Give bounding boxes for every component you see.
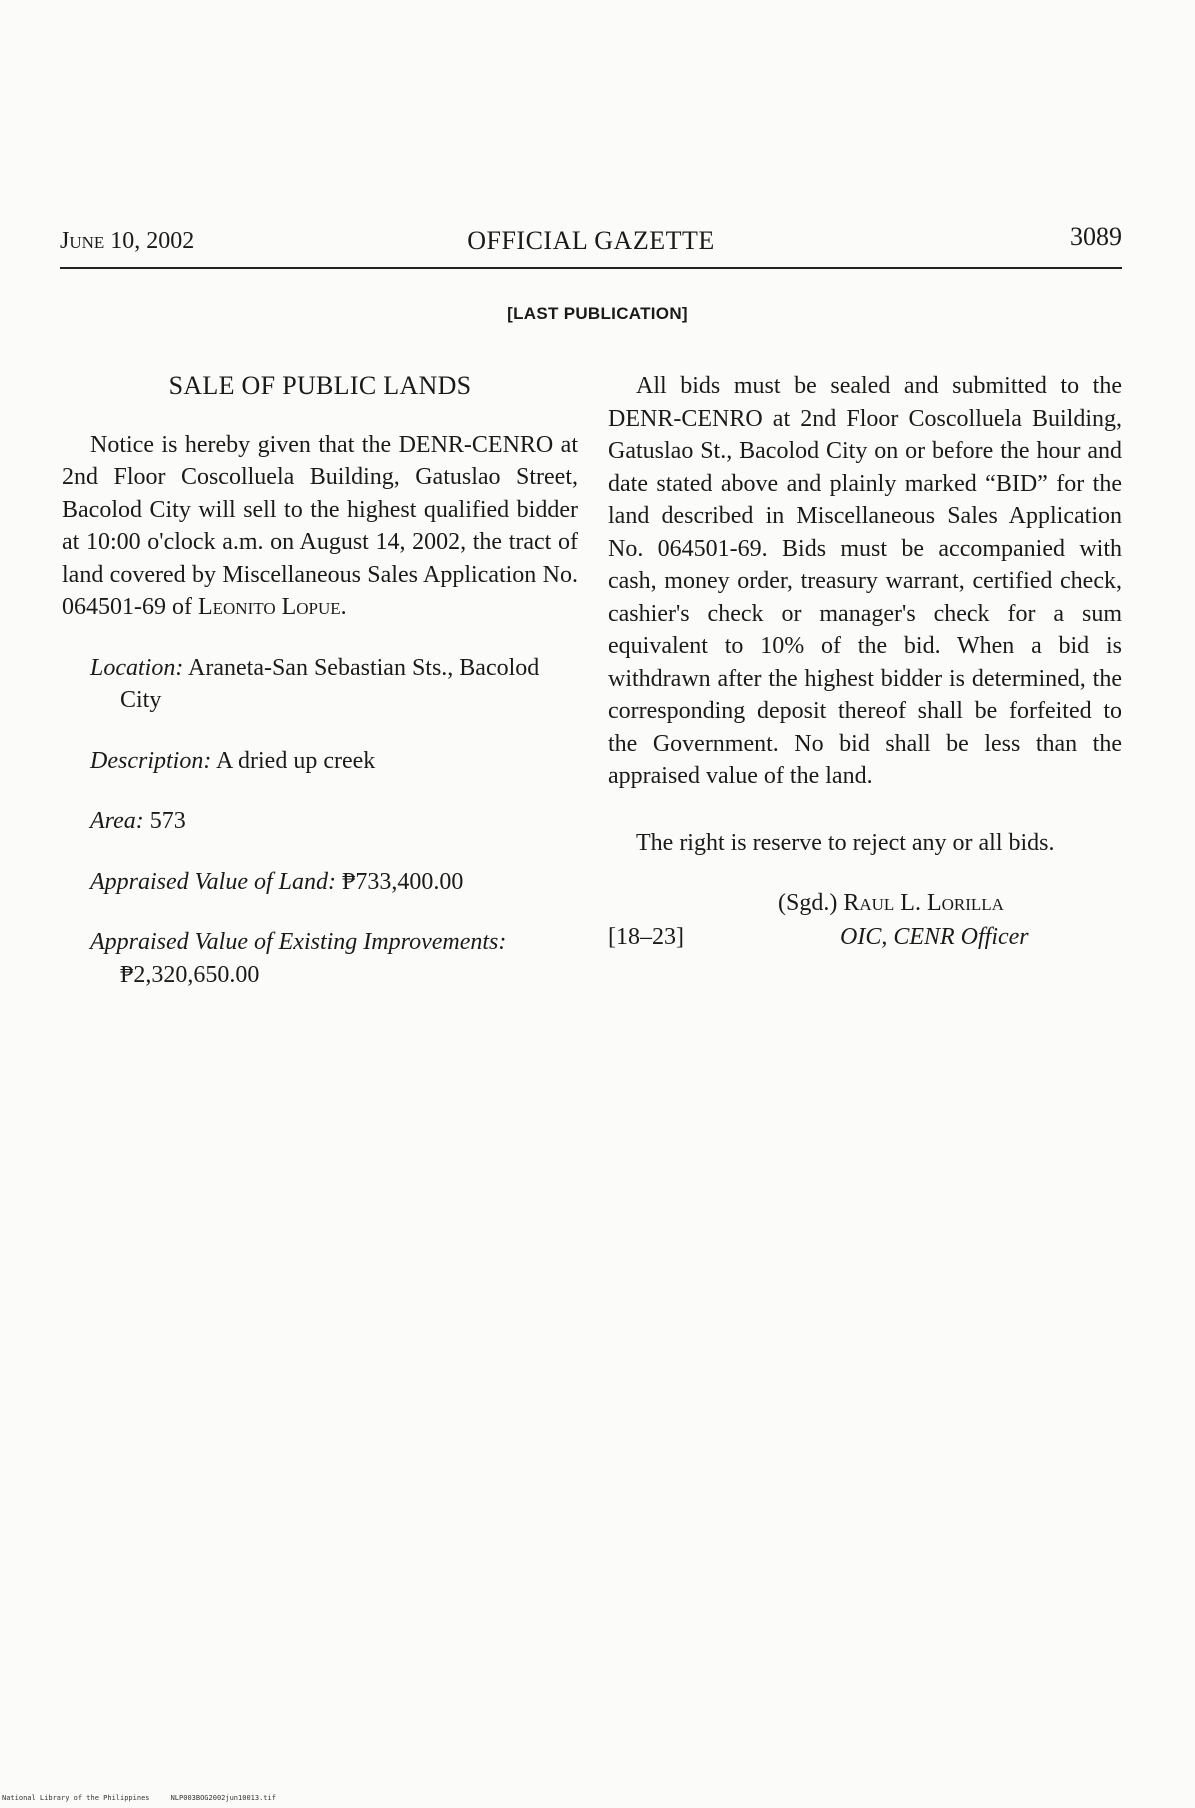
applicant-name: Leonito Lopue. bbox=[197, 594, 347, 620]
field-description bbox=[62, 745, 578, 778]
last-publication-banner: [LAST PUBLICATION] bbox=[507, 304, 688, 323]
reserve-statement: The right is reserve to reject any or all bids. bbox=[636, 829, 1055, 856]
notice-title: SALE OF PUBLIC LANDS bbox=[168, 371, 472, 400]
notice-intro-text: Notice is hereby given that the DENR-CENRO at 2nd Floor Coscolluela Building, Gatuslao Street, Bacolod City will sell to the highest qualified bidder at 10:00 o'clock a.m. on August 14, 2002, the tract of land covered by Miscellaneous Sales Application No. 064501-69 of bbox=[62, 431, 578, 620]
publication-reference: [18–23] bbox=[608, 924, 684, 950]
field-land-value bbox=[62, 866, 578, 899]
bids-paragraph: All bids must be sealed and submitted to the DENR-CENRO at 2nd Floor Coscolluela Building, Gatuslao St., Bacolod City on or before the hour and date stated above and plainly marked “BID” for the land described in Miscellaneous Sales Application No. 064501-69. Bids must be accompanied with cash, money order, treasury warrant, certified check, cashier's check or manager's check for a sum equivalent to 10% of the bid. When a bid is withdrawn after the highest bidder is determined, the corresponding deposit thereof shall be forfeited to the Government. No bid shall be less than the appraised value of the land. bbox=[608, 373, 1122, 789]
field-location bbox=[62, 652, 578, 717]
field-improvements-value bbox=[62, 926, 578, 991]
field-description-value: A dried up creek bbox=[216, 747, 376, 774]
field-location-value: Araneta-San Sebastian Sts., Bacolod City bbox=[120, 654, 540, 713]
field-location-label: Location: bbox=[90, 654, 184, 681]
signed-prefix: (Sgd.) bbox=[778, 890, 844, 916]
header-rule bbox=[60, 267, 1122, 269]
footer-file: NLP003BOG2002jun10013.tif bbox=[170, 1794, 276, 1802]
publication-title: OFFICIAL GAZETTE bbox=[467, 226, 715, 255]
signatory bbox=[778, 887, 1004, 920]
field-area-label: Area: bbox=[90, 808, 144, 834]
page-header bbox=[60, 222, 1122, 262]
left-column bbox=[62, 370, 578, 991]
footer-library: National Library of the Philippines bbox=[2, 1794, 150, 1802]
field-improvements-label: Appraised Value of Existing Improvements: bbox=[90, 929, 507, 955]
field-area bbox=[62, 805, 578, 838]
field-description-label: Description: bbox=[90, 747, 212, 774]
signatory-name: Raul L. Lorilla bbox=[843, 890, 1004, 916]
signatory-title: OIC, CENR Officer bbox=[840, 924, 1029, 950]
issue-date-month: June bbox=[60, 228, 105, 254]
notice-intro-paragraph bbox=[62, 429, 578, 624]
field-area-value: 573 bbox=[149, 808, 186, 834]
signature-block bbox=[608, 887, 1122, 957]
field-land-value-label: Appraised Value of Land: bbox=[90, 868, 336, 895]
right-column bbox=[608, 370, 1122, 957]
page-number: 3089 bbox=[1070, 222, 1122, 251]
scan-footer bbox=[2, 1794, 276, 1802]
field-improvements-value-text: ₱2,320,650.00 bbox=[120, 961, 260, 988]
field-land-value-value: ₱733,400.00 bbox=[342, 868, 464, 895]
issue-date-rest: 10, 2002 bbox=[104, 228, 195, 254]
